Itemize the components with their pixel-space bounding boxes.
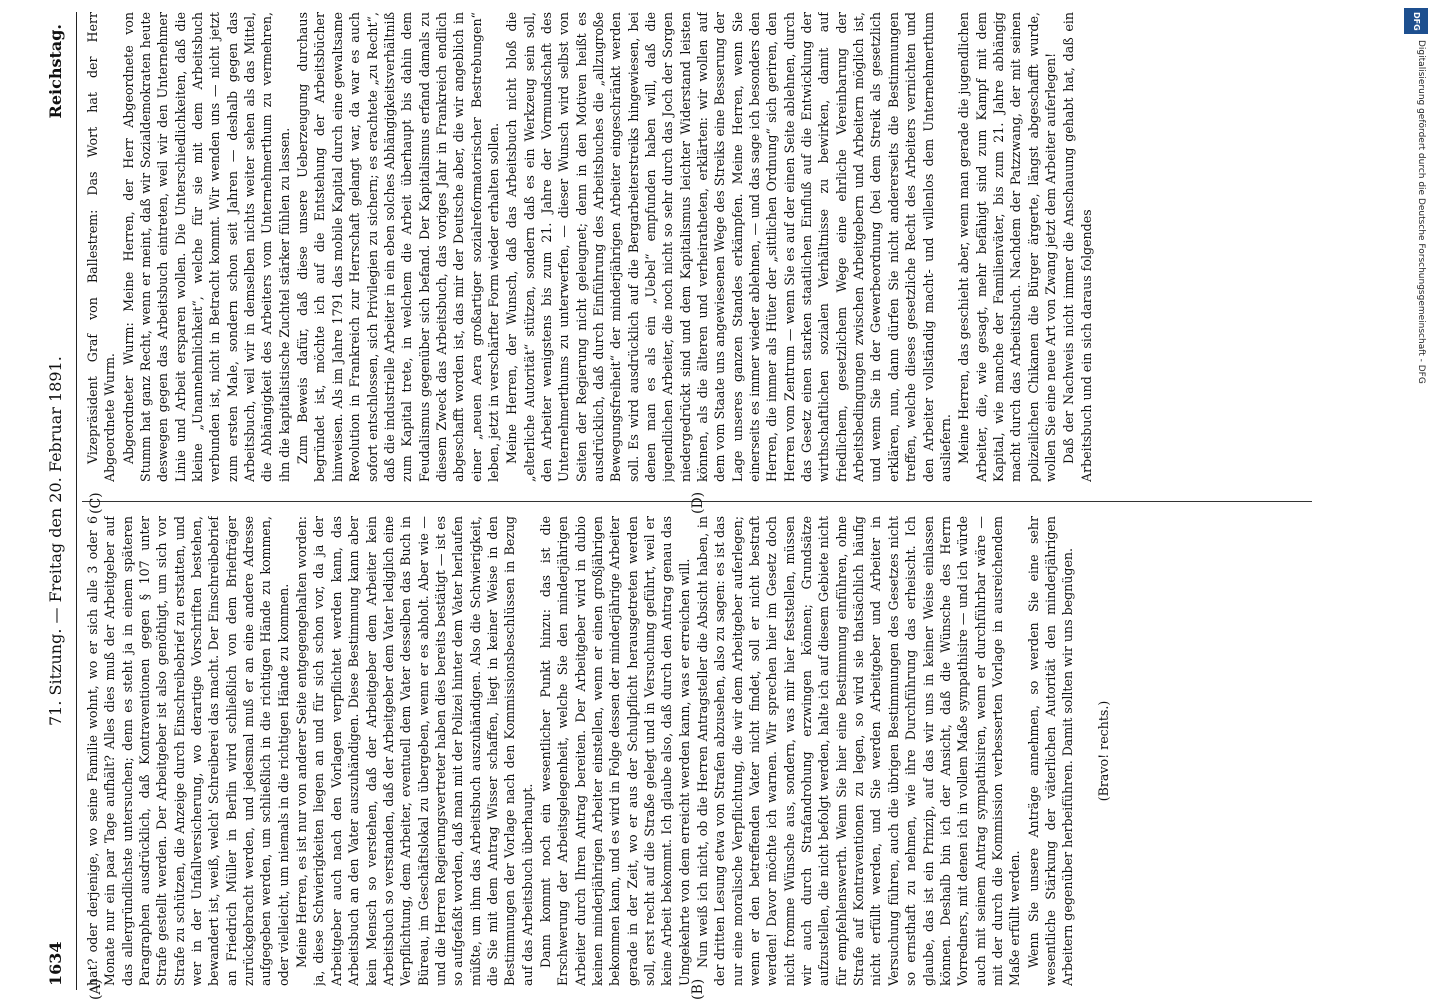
paragraph: Dann kommt noch ein wesentlicher Punkt hinzu: das ist die Erschwerung der Arbeitsgelegenheit, welche Sie den minderjährigen Arbeiter durch Ihren Antrag bereiten. Der Arbeitgeber wird in dubio keinen minderjährigen Arbeiter einstellen, wenn er einen großjährigen bekommen kann, und es wird in Folge dessen der minderjährige Arbeiter gerade in der Zeit, wo er aus der Schulpflicht herausgetreten werden soll, erst recht auf die Straße gelegt und in Versuchung geführt, weil er keine Arbeit bekommt. Ich glaube also, daß durch den Antrag genau das Umgekehrte von dem erreicht werden kann, was er erreichen will. xyxy=(537,516,692,986)
paragraph: Meine Herren, das geschieht aber, wenn man gerade die jugendlichen Arbeiter, die, wie gesagt, mehr befähigt sind zum Kampf mit dem Kapital, wie manche der Familienväter, bis zum 21. Jahre abhängig macht durch das Arbeitsbuch. Nachdem der Patzzwang, der mit seinen polizeilichen Chikanen die Bürger ärgerte, längst abgeschafft wurde, wollen Sie eine neue Art von Zwang jetzt dem Arbeiter auferlegen! xyxy=(956,12,1058,482)
paragraph: Vizepräsident Graf von Ballestrem: Das Wort hat der Herr Abgeordnete Wurm. xyxy=(85,12,118,482)
paragraph: Abgeordneter Wurm: Meine Herren, der Herr Abgeordnete von Stumm hat ganz Recht, wenn er meint, daß wir Sozialdemokraten heute deswegen gegen das Arbeitsbuch eintreten, weil wir den Unternehmer Linie und Arbeit ersparen wollen. Die Unterschiedlichkeiten, daß die kleine „Unannehmlichkeit“, welche für sie mit dem Arbeitsbuch verbunden ist, nicht in Betracht kommt. Wir wenden uns — nicht jetzt zum ersten Male, sondern schon seit Jahren — deshalb gegen das Arbeitsbuch, weil wir in demselben nichts weiter sehen als das Mittel, die Abhängigkeit des Arbeiters vom Unternehmerthum zu vermehren, ihn die kapitalistische Zuchtel stärker fühlen zu lassen. xyxy=(120,12,292,482)
margin-mark-a: (A) xyxy=(88,978,104,1000)
paragraph: hat? oder derjenige, wo seine Familie wohnt, wo er sich alle 3 oder 6 Monate nur ein paar Tage aufhält? Alles dies muß der Arbeitgeber auf das allergründlichste untersuchen; denn es steht ja in einem späteren Paragraphen ausdrücklich, daß Kontraventionen gegen § 107 unter Strafe gestellt werden. Der Arbeitgeber ist also genöthigt, um sich vor Strafe zu schützen, die Anzeige durch Einschreibebrief zu erstatten, und wer in der Unfallversicherung, wo derartige Vorschriften bestehen, bewandert ist, weiß, welch' Schreiberei das macht. Der Einschreibebrief an Friedrich Müller in Berlin wird schließlich von dem Briefträger zurückgebracht werden, und jedesmal muß er an eine andere Adresse aufgegeben werden, um schließlich in die richtigen Hände zu kommen, oder vielleicht, um niemals in die richtigen Hände zu kommen. xyxy=(85,516,291,986)
margin-mark-c: (C) xyxy=(88,492,104,514)
paragraph: Nun weiß ich nicht, ob die Herren Antragsteller die Absicht haben, in der dritten Lesung etwa von Strafen abzusehen, also zu sagen: es ist das nur eine moralische Verpflichtung, die wir dem Arbeitgeber auferlegen; wenn er den betreffenden Vater nicht findet, soll er nicht bestraft werden! Davor möchte ich warnen. Wir sprechen hier im Gesetz doch nicht fromme Wünsche aus, sondern, was mir hier feststellen, müssen wir auch durch Strafandrohung erzwingen können; Grundsätze aufzustellen, die nicht befolgt werden, halte ich auf diesem Gebiete nicht für empfehlenswerth. Wenn Sie hier eine Bestimmung einführen, ohne Strafe auf Kontraventionen zu legen, so wird sie thatsächlich häufig nicht erfüllt werden, und Sie werden Arbeitgeber und Arbeiter in Versuchung führen, auch die übrigen Bestimmungen des Gesetzes nicht so ernsthaft zu nehmen, wie ihre Durchführung das erheischt. Ich glaube, das ist ein Prinzip, auf das wir uns in keiner Weise einlassen können. Deshalb bin ich der Ansicht, daß die Wünsche des Herrn Vorredners, mit denen ich in vollem Maße sympathisire — und ich würde auch mit seinem Antrag sympathisiren, wenn er durchführbar wäre — mit der durch die Kommission verbesserten Vorlage in ausreichendem Maße erfüllt werden. xyxy=(695,516,1023,986)
running-title: Reichstag. xyxy=(46,24,65,119)
paragraph: Zum Beweis dafür, daß diese unsere Ueberzeugung durchaus begründet ist, möchte ich auf die Entstehung der Arbeitsbücher hinweisen. Als im Jahre 1791 das mobile Kapital durch eine gewaltsame Revolution in Frankreich zur Herrschaft gelangt war, da war es auch sofort entschlossen, sich Privilegien zu sichern; es erachtete „zu Recht“, daß die industrielle Arbeiter in ein eben solches Abhängigkeitsverhältniß zum Kapital trete, in welchem die Arbeit überhaupt bis dahin dem Feudalismus gegenüber sich befand. Der Kapitalismus erfand damals zu diesem Zweck das Arbeitsbuch, das voriges Jahr in Frankreich endlich abgeschafft worden ist, das mir der Deutsche aber, die wir angeblich in einer „neuen Aera großartiger sozialreformatorischer Bestrebungen“ leben, jetzt in verschärfter Form wieder erhalten sollen. xyxy=(295,12,501,482)
left-column xyxy=(84,516,1308,986)
header-rule xyxy=(76,12,77,990)
right-column xyxy=(84,12,1308,482)
page-header xyxy=(40,14,74,986)
page-number: 1634 xyxy=(46,941,65,986)
margin-mark-d: (D) xyxy=(690,491,706,514)
paragraph: Meine Herren, es ist nur von anderer Seite entgegengehalten worden: ja, diese Schwierigkeiten liegen an und für sich schon vor, da ja der Arbeitgeber auch nach den Vorlagen verpflichtet werden kann, das Arbeitsbuch an den Vater auszuhändigen. Diese Bestimmung kann aber kein Mensch so verstehen, daß der Arbeitgeber dem Arbeiter kein Arbeitsbuch so verstanden, daß der Arbeitgeber dem Vater lediglich eine Verpflichtung, dem Arbeiter, eventuell dem Vater desselben das Buch in Büreau, im Geschäftslokal zu übergeben, wenn er es abholt. Aber wie — und die Herren Regierungsvertreter haben dies bereits bestätigt — ist es so aufgefaßt worden, daß man mit der Polizei hinter dem Vater herlaufen müßte, um ihm das Arbeitsbuch auszuhändigen. Also die Schwierigkeit, die Sie mit dem Antrag Wisser schaffen, liegt in keiner Weise in den Bestimmungen der Vorlage nach den Kommissionsbeschlüssen in Bezug auf das Arbeitsbuch überhaupt. xyxy=(294,516,535,986)
digitization-note: Digitalisierung gefördert durch die Deutsche Forschungsgemeinschaft - DFG xyxy=(1416,40,1426,384)
margin-mark-b: (B) xyxy=(690,978,706,1000)
paragraph: Wenn Sie unsere Anträge annehmen, so werden Sie eine sehr wesentliche Stärkung der väterlichen Autorität den minderjährigen Arbeitern gegenüber herbeiführen. Damit sollten wir uns begnügen. xyxy=(1025,516,1076,986)
paragraph: Meine Herren, der Wunsch, daß das Arbeitsbuch nicht bloß die „elterliche Autorität“ stützen, sondern daß es ein Werkzeug sein soll, den Arbeiter wenigstens bis zum 21. Jahre der Vormundschaft des Unternehmerthums zu unterwerfen, — dieser Wunsch wird selbst von Seiten der Regierung nicht geleugnet; denn in den Motiven heißt es ausdrücklich, daß durch Einführung des Arbeitsbuches die „allzugroße Bewegungsfreiheit“ der minderjährigen Arbeiter eingeschränkt werden soll. Es wird ausdrücklich auf die Bergarbeiterstreiks hingewiesen, bei denen man es als ein „Uebel“ empfunden haben will, daß die jugendlichen Arbeiter, die noch nicht so sehr durch das Joch der Sorgen niedergedrückt sind und dem Kapitalismus leichter Widerstand leisten können, als die älteren und verheiratheten, erklärten: wir wollen auf dem vom Staate uns angewiesenen Wege des Streiks eine Besserung der Lage unseres ganzen Standes erkämpfen. Meine Herren, wenn Sie einerseits es immer wieder ablehnen, — und das sage ich besonders den Herren, die immer als Hüter der „sittlichen Ordnung“ sich geriren, den Herren vom Zentrum — wenn Sie es auf der einen Seite ablehnen, durch das Gesetz einen starken staatlichen Einfluß auf die Entwicklung der wirthschaftlichen sozialen Verhältnisse zu bewirken, damit auf friedlichem, gesetzlichem Wege eine ehrliche Vereinbarung der Arbeitsbedingungen zwischen Arbeitgebern und Arbeitern möglich ist, und wenn Sie in der Gewerbeordnung (bei dem Streik als gesetzlich erklären, nun, dann dürfen Sie nicht andererseits die Bestimmungen treffen, welche dieses gesetzliche Recht des Arbeiters vernichten und den Arbeiter vollständig macht- und willenlos dem Unternehmerthum ausliefern. xyxy=(504,12,953,482)
paragraph: Daß der Nachweis nicht immer die Anschauung gehabt hat, daß ein Arbeitsbuch und ein sich daraus folgendes xyxy=(1061,12,1094,482)
applause-note: (Bravo! rechts.) xyxy=(1095,700,1111,802)
dfg-logo: DFG xyxy=(1404,8,1428,34)
session-title: 71. Sitzung. — Freitag den 20. Februar 1891. xyxy=(46,356,65,726)
